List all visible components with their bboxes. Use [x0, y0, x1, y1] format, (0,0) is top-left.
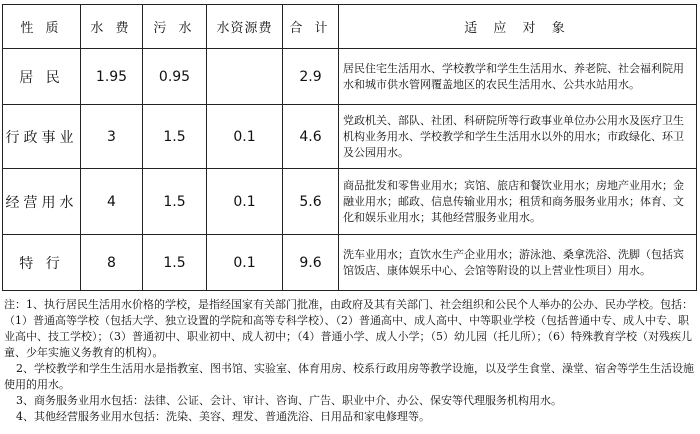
table-row: [3, 235, 697, 291]
row-sewage: 1.5: [143, 105, 207, 169]
row-resource-fee: 0.1: [207, 235, 283, 291]
row-total: 2.9: [283, 49, 339, 105]
row-applicable: 洗车业用水；直饮水生产企业用水；游泳池、桑拿洗浴、洗脚（包括宾馆饭店、康体娱乐中心、会馆等附设的以上营业性项目）用水。: [339, 235, 697, 291]
row-sewage: 0.95: [143, 49, 207, 105]
note-2: 2、学校教学和学生生活用水是指教室、图书馆、实验室、体育用房、校系行政用房等教学设施，以及学生食堂、澡堂、宿舍等学生生活设施使用的用水。: [4, 362, 694, 391]
table-row: [3, 105, 697, 169]
row-water-fee: 8: [81, 235, 143, 291]
table-row: [3, 49, 697, 105]
row-applicable: 党政机关、部队、社团、科研院所等行政事业单位办公用水及医疗卫生机构业务用水、学校教学和学生生活用水以外的用水；市政绿化、环卫及公园用水。: [339, 105, 697, 169]
header-water-fee: 水 费: [81, 5, 143, 49]
table-row: [3, 169, 697, 235]
row-applicable: 居民住宅生活用水、学校教学和学生生活用水、养老院、社会福利院用水和城市供水管网覆盖地区的农民生活用水、公共水站用水。: [339, 49, 697, 105]
row-category: 行政事业: [3, 105, 81, 169]
table-header-row: [3, 5, 697, 49]
row-water-fee: 3: [81, 105, 143, 169]
row-total: 5.6: [283, 169, 339, 235]
row-resource-fee: 0.1: [207, 105, 283, 169]
header-applicable: 适 应 对 象: [339, 5, 697, 49]
row-total: 4.6: [283, 105, 339, 169]
note-4: 4、其他经营服务业用水包括：洗染、美容、理发、普通洗浴、日用品和家电修理等。: [16, 410, 430, 423]
row-applicable: 商品批发和零售业用水；宾馆、旅店和餐饮业用水；房地产业用水；金融业用水；邮政、信息传输业用水；租赁和商务服务业用水；体育、文化和娱乐业用水；其他经营服务业用水。: [339, 169, 697, 235]
row-sewage: 1.5: [143, 235, 207, 291]
header-resource-fee: 水资源费: [207, 5, 283, 49]
note-3: 3、商务服务业用水包括：法律、公证、会计、审计、咨询、广告、职业中介、办公、保安等代理服务机构用水。: [16, 394, 562, 407]
notes-section: [4, 297, 694, 425]
row-category: 居 民: [3, 49, 81, 105]
row-category: 经营用水: [3, 169, 81, 235]
row-resource-fee: 0.1: [207, 169, 283, 235]
header-total: 合 计: [283, 5, 339, 49]
row-category: 特 行: [3, 235, 81, 291]
row-water-fee: 4: [81, 169, 143, 235]
note-1: 注：1、执行居民生活用水价格的学校，是指经国家有关部门批准，由政府及其有关部门、社会组织和公民个人举办的公办、民办学校。包括：（1）普通高等学校（包括大学、独立设置的学院和高等专科学校）、（2）普通高中、成人高中、中等职业学校（包括普通中专、成人中专、职业高中、技工学校）；（3）普通初中、职业初中、成人初中；（4）普通小学、成人小学；（5）幼儿园（托儿所）；（6）特殊教育学校（对残疾儿童、少年实施义务教育的机构）。: [4, 298, 693, 359]
row-sewage: 1.5: [143, 169, 207, 235]
water-price-table: [2, 4, 697, 291]
header-category: 性 质: [3, 5, 81, 49]
row-resource-fee: [207, 49, 283, 105]
row-water-fee: 1.95: [81, 49, 143, 105]
row-total: 9.6: [283, 235, 339, 291]
header-sewage: 污 水: [143, 5, 207, 49]
